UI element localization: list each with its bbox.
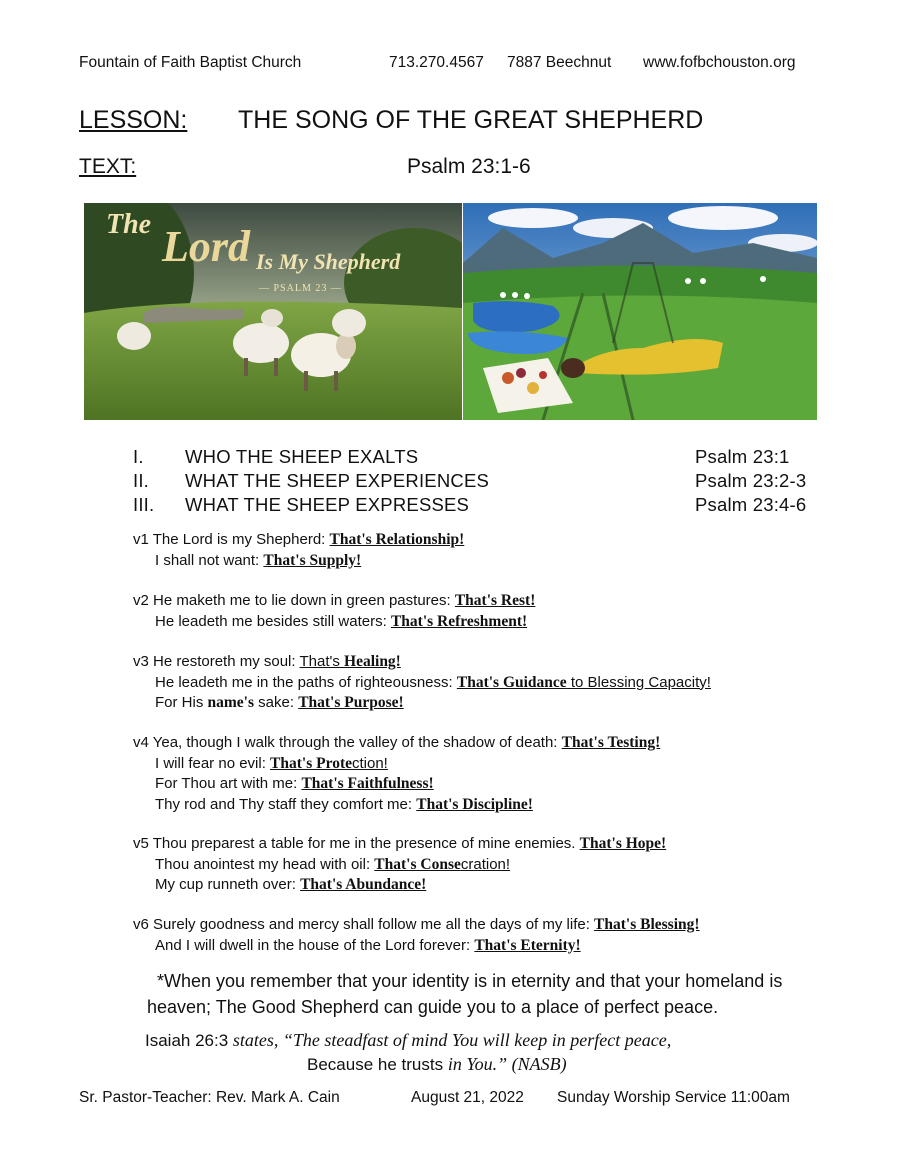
- verse-6: [133, 915, 700, 956]
- verse-text: v3 He restoreth my soul:: [133, 653, 300, 670]
- verse-text: v5 Thou preparest a table for me in the presence of mine enemies.: [133, 835, 580, 852]
- verse-text: v4 Yea, though I walk through the valley of the shadow of death:: [133, 734, 562, 751]
- church-address: 7887 Beechnut: [507, 54, 612, 71]
- verse-text-bold: name's: [207, 694, 254, 711]
- verse-text: v6 Surely goodness and mercy shall follow me all the days of my life:: [133, 916, 595, 933]
- outline-title: WHAT THE SHEEP EXPERIENCES: [185, 470, 490, 491]
- verse-point: That's Faithfulness!: [301, 775, 434, 792]
- verse-point-plain: to Blessing Capacity!: [566, 673, 711, 691]
- outline-num: II.: [133, 470, 150, 491]
- quote-line-1: [145, 1030, 671, 1051]
- verse-point: That's Guidance: [456, 673, 567, 691]
- verse-point: Healing!: [344, 653, 401, 670]
- verse-point: That's Conse: [374, 855, 461, 873]
- quote-line-2: [307, 1054, 567, 1075]
- outline-ref: Psalm 23:2-3: [695, 470, 807, 491]
- verse-4: [133, 733, 660, 815]
- quote-text-plain: Because he trusts: [307, 1055, 448, 1074]
- verse-text: v2 He maketh me to lie down in green pastures:: [133, 592, 455, 609]
- verse-text: He leadeth me in the paths of righteousness:: [155, 673, 457, 691]
- outline-title: WHO THE SHEEP EXALTS: [185, 446, 419, 467]
- sheep-illustration: [84, 203, 462, 420]
- verse-point: That's Rest!: [454, 592, 536, 609]
- verse-text: My cup runneth over:: [155, 876, 301, 893]
- verse-point: That's Blessing!: [594, 916, 700, 933]
- outline-title: WHAT THE SHEEP EXPRESSES: [185, 494, 470, 515]
- verse-text: I shall not want:: [155, 551, 264, 569]
- verse-point-plain: cration!: [460, 855, 511, 873]
- footer-date: August 21, 2022: [411, 1089, 524, 1106]
- verse-point: That's Supply!: [263, 551, 362, 569]
- painting-illustration: [463, 203, 817, 420]
- verse-1: [133, 530, 464, 571]
- footer-service: Sunday Worship Service 11:00am: [557, 1089, 790, 1106]
- verse-3: [133, 652, 711, 714]
- verse-point: That's Hope!: [579, 835, 667, 852]
- title-psalm: — PSALM 23 —: [259, 283, 342, 294]
- outline-num: III.: [133, 494, 155, 515]
- text-label: TEXT:: [79, 155, 137, 178]
- quote-text: in You.” (NASB): [447, 1054, 567, 1074]
- verse-point-plain: ction!: [352, 754, 388, 772]
- sheep-photo: [84, 203, 462, 420]
- outline-num: I.: [133, 446, 144, 467]
- verse-2: [133, 591, 535, 632]
- verse-text: v1 The Lord is my Shepherd:: [133, 531, 330, 548]
- verse-text: sake:: [254, 694, 299, 711]
- verse-text: And I will dwell in the house of the Lord forever:: [155, 936, 475, 954]
- outline-ref: Psalm 23:4-6: [695, 494, 807, 515]
- outline-ref: Psalm 23:1: [695, 446, 790, 467]
- church-name: Fountain of Faith Baptist Church: [79, 54, 302, 71]
- verse-text: Thou anointest my head with oil:: [155, 855, 375, 873]
- lesson-label: LESSON:: [79, 106, 188, 134]
- lesson-title: THE SONG OF THE GREAT SHEPHERD: [238, 106, 704, 134]
- verse-point: That's Eternity!: [474, 936, 581, 954]
- note-line-2: heaven; The Good Shepherd can guide you to a place of perfect peace.: [147, 997, 719, 1017]
- verse-point: That's Refreshment!: [390, 612, 528, 630]
- shepherd-painting: [463, 203, 817, 420]
- title-the: The: [106, 209, 152, 240]
- footer-pastor: Sr. Pastor-Teacher: Rev. Mark A. Cain: [79, 1089, 340, 1106]
- verse-point: That's Prote: [270, 754, 352, 772]
- verse-point: That's Relationship!: [329, 531, 465, 548]
- church-phone: 713.270.4567: [389, 54, 484, 71]
- verse-point: That's Abundance!: [300, 876, 427, 893]
- verse-text: Thy rod and Thy staff they comfort me:: [155, 795, 417, 813]
- verse-point: That's Purpose!: [298, 694, 404, 711]
- title-lord: Lord: [162, 222, 250, 271]
- verse-point: That's Testing!: [561, 734, 661, 751]
- text-reference: Psalm 23:1-6: [407, 155, 531, 178]
- verse-point-plain: That's: [299, 653, 345, 670]
- verse-5: [133, 834, 666, 896]
- title-shepherd: Is My Shepherd: [256, 249, 401, 274]
- church-website[interactable]: www.fofbchouston.org: [643, 54, 796, 71]
- quote-text: states, “The steadfast of mind You will keep in perfect peace,: [232, 1030, 672, 1050]
- verse-point: That's Discipline!: [416, 795, 533, 813]
- verse-text: I will fear no evil:: [155, 754, 271, 772]
- quote-ref: Isaiah 26:3: [145, 1031, 233, 1050]
- verse-text: For His: [155, 694, 208, 711]
- verse-text: For Thou art with me:: [155, 775, 302, 792]
- verse-text: He leadeth me besides still waters:: [155, 612, 391, 630]
- note-line-1: *When you remember that your identity is in eternity and that your homeland is: [157, 971, 783, 991]
